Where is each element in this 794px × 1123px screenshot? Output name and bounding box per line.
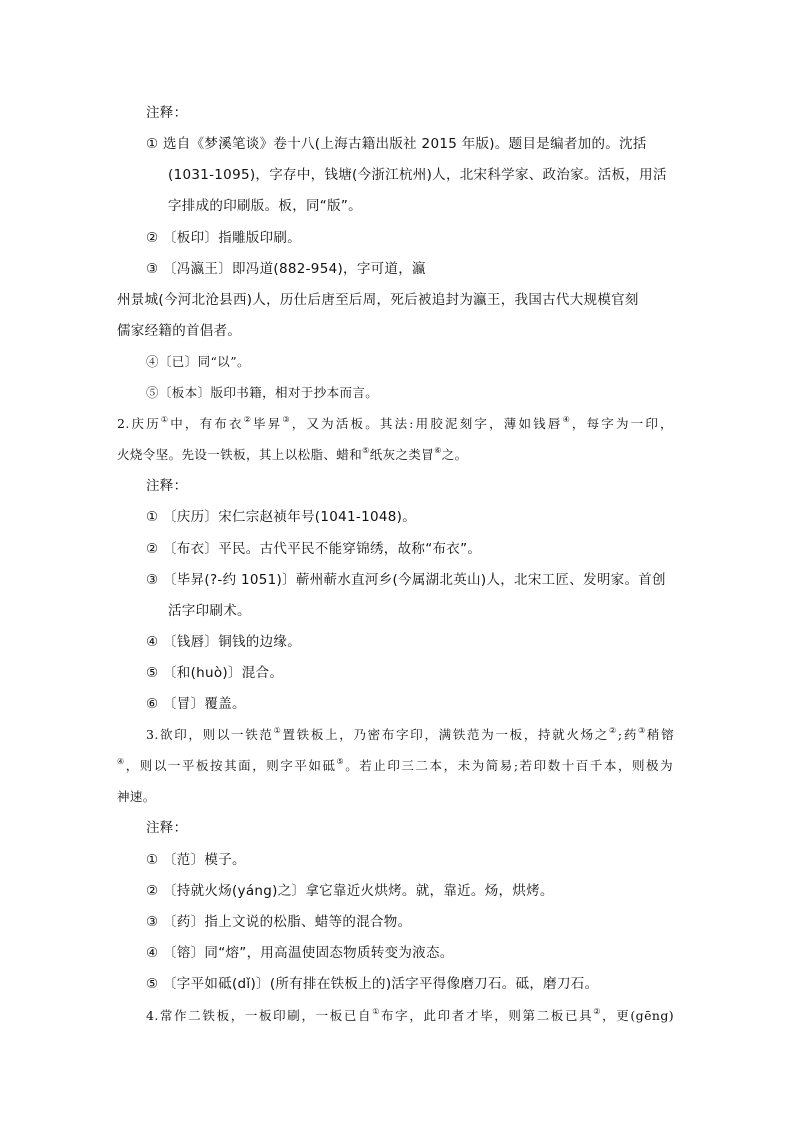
footnote-ref: ②: [609, 725, 618, 735]
note-item: ② 〔板印〕指雕版印刷。: [146, 230, 301, 246]
note-item: ③ 〔冯瀛王〕即冯道(882-954)，字可道，瀛: [146, 261, 426, 277]
note-item-continued: 活字印刷术。: [168, 603, 251, 619]
note-item: ② 〔布衣〕平民。古代平民不能穿锦绣，故称“布衣”。: [146, 541, 482, 557]
footnote-ref: ②: [593, 1006, 603, 1016]
note-item: ③ 〔药〕指上文说的松脂、蜡等的混合物。: [146, 914, 412, 930]
note-item: ④ 〔钱唇〕铜钱的边缘。: [146, 634, 301, 650]
footnote-ref: ③: [638, 725, 647, 735]
classical-text-line: 2.庆历①中，有布衣②毕昇③，又为活板。其法:用胶泥刻字，薄如钱唇④，每字为一印，: [117, 414, 673, 431]
note-item-continued: (1031-1095)，字存中，钱塘(今浙江杭州)人，北宋科学家、政治家。活板，用活: [168, 167, 667, 183]
classical-text-line: 4.常作二铁板，一板印刷，一板已自①布字，此印者才毕，则第二板已具②，更(gēng): [146, 1006, 674, 1023]
note-item: ⑥ 〔冒〕覆盖。: [146, 696, 246, 712]
footnote-ref: ②: [243, 414, 254, 424]
footnote-ref: ③: [282, 414, 292, 424]
note-item: ② 〔持就火炀(yáng)之〕拿它靠近火烘烤。就，靠近。炀，烘烤。: [146, 883, 554, 899]
footnote-ref: ①: [160, 414, 171, 424]
footnote-ref: ⑥: [434, 445, 442, 455]
note-item: ① 选自《梦溪笔谈》卷十八(上海古籍出版社 2015 年版)。题目是编者加的。沈括: [146, 136, 647, 152]
note-item: ④〔已〕同“以”。: [146, 354, 250, 369]
classical-text-line: 神速。: [117, 789, 156, 804]
footnote-ref: ①: [273, 725, 283, 735]
notes-heading: 注释：: [146, 105, 188, 121]
note-item: ① 〔庆历〕宋仁宗赵祯年号(1041-1048)。: [146, 509, 417, 525]
note-item-continued: 字排成的印刷版。板，同“版”。: [168, 198, 362, 214]
note-item: ⑤ 〔和(huò)〕混合。: [146, 665, 284, 681]
note-item-continued: 儒家经籍的首倡者。: [117, 323, 242, 339]
footnote-ref: ④: [562, 414, 572, 424]
footnote-ref: ①: [372, 1006, 382, 1016]
classical-text-line: 火烧令坚。先设一铁板，其上以松脂、蜡和⑤纸灰之类冒⑥之。: [117, 445, 468, 462]
notes-heading: 注释：: [146, 478, 188, 494]
note-item: ③ 〔毕昇(?-约 1051)〕蕲州蕲水直河乡(今属湖北英山)人，北宋工匠、发明家。首创: [146, 572, 666, 588]
footnote-ref: ④: [117, 756, 126, 766]
classical-text-line: ④，则以一平板按其面，则字平如砥⑤。若止印三二本，未为简易;若印数十百千本，则极为: [117, 756, 674, 773]
footnote-ref: ⑤: [362, 445, 370, 455]
note-item: ⑤〔板本〕版印书籍，相对于抄本而言。: [146, 385, 379, 400]
classical-text-line: 3.欲印，则以一铁范①置铁板上，乃密布字印，满铁范为一板，持就火炀之②;药③稍镕: [146, 725, 674, 742]
note-item-continued: 州景城(今河北沧县西)人，历仕后唐至后周，死后被追封为瀛王，我国古代大规模官刻: [117, 292, 639, 308]
footnote-ref: ⑤: [336, 756, 346, 766]
note-item: ⑤ 〔字平如砥(dǐ)〕(所有排在铁板上的)活字平得像磨刀石。砥，磨刀石。: [146, 976, 599, 992]
notes-heading: 注释：: [146, 820, 188, 836]
note-item: ④ 〔镕〕同“熔”，用高温使固态物质转变为液态。: [146, 945, 454, 961]
note-item: ① 〔范〕模子。: [146, 852, 246, 868]
